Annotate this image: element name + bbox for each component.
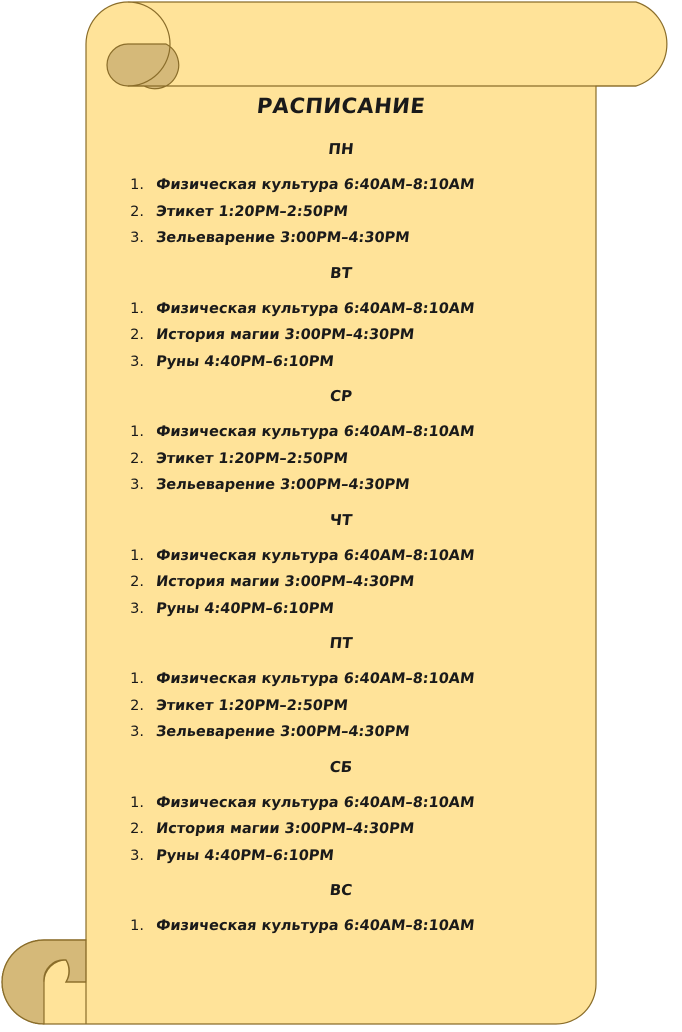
lesson-text: Зельеварение 3:00PM–4:30PM: [155, 477, 411, 493]
day-name: ПН: [327, 140, 355, 158]
lesson-text: Этикет 1:20PM–2:50PM: [155, 450, 349, 467]
lesson-number: 1.: [130, 424, 144, 440]
day-section-2: [96, 262, 586, 376]
lesson-text: История магии 3:00PM–4:30PM: [155, 574, 415, 590]
day-section-5: [96, 632, 586, 746]
day-section-3: [96, 385, 586, 499]
lesson-number: 2.: [130, 203, 144, 220]
lesson-item: [96, 790, 586, 817]
lesson-item: [96, 913, 586, 940]
day-name: СР: [329, 387, 353, 405]
lesson-number: 2.: [130, 697, 144, 714]
day-section-6: [96, 756, 586, 870]
lesson-text: История магии 3:00PM–4:30PM: [155, 327, 415, 343]
scroll-top-curl: [107, 44, 179, 89]
lesson-number: 3.: [130, 477, 144, 493]
lesson-list: [96, 172, 586, 252]
lesson-item: [96, 596, 586, 623]
lesson-text: Этикет 1:20PM–2:50PM: [155, 203, 349, 220]
lesson-text: Зельеварение 3:00PM–4:30PM: [155, 724, 411, 740]
lesson-number: 1.: [130, 547, 144, 564]
lesson-text: История магии 3:00PM–4:30PM: [155, 821, 415, 837]
lesson-item: [96, 199, 586, 226]
day-name: СБ: [328, 757, 354, 776]
lesson-number: 3.: [130, 600, 144, 617]
lesson-number: 2.: [130, 327, 144, 343]
lesson-item: [96, 569, 586, 596]
day-name: ПТ: [328, 634, 354, 652]
lesson-item: [96, 543, 586, 570]
lesson-text: Физическая культура 6:40AM–8:10AM: [155, 547, 476, 564]
days-list: [96, 138, 586, 940]
lesson-number: 1.: [130, 300, 144, 317]
lesson-number: 2.: [130, 821, 144, 837]
day-name: ВС: [328, 881, 354, 899]
lesson-text: Руны 4:40PM–6:10PM: [155, 353, 335, 370]
day-section-4: [96, 509, 586, 623]
lesson-number: 1.: [130, 177, 144, 193]
lesson-list: [96, 296, 586, 376]
lesson-number: 1.: [130, 671, 144, 687]
lesson-number: 3.: [130, 847, 144, 864]
lesson-text: Физическая культура 6:40AM–8:10AM: [155, 671, 476, 687]
lesson-text: Зельеварение 3:00PM–4:30PM: [155, 230, 411, 246]
lesson-item: [96, 693, 586, 720]
lesson-number: 1.: [130, 794, 144, 811]
schedule: [96, 92, 586, 950]
lesson-text: Физическая культура 6:40AM–8:10AM: [155, 794, 476, 811]
lesson-item: [96, 446, 586, 473]
lesson-number: 3.: [130, 724, 144, 740]
lesson-item: [96, 666, 586, 693]
day-section-1: [96, 138, 586, 252]
lesson-text: Физическая культура 6:40AM–8:10AM: [155, 424, 476, 440]
lesson-item: [96, 172, 586, 199]
lesson-number: 1.: [130, 918, 144, 934]
day-section-7: [96, 879, 586, 940]
lesson-text: Физическая культура 6:40AM–8:10AM: [155, 177, 476, 193]
lesson-number: 2.: [130, 450, 144, 467]
lesson-item: [96, 349, 586, 376]
day-name: ЧТ: [328, 510, 354, 529]
lesson-item: [96, 843, 586, 870]
lesson-number: 2.: [130, 574, 144, 590]
lesson-text: Руны 4:40PM–6:10PM: [155, 847, 335, 864]
lesson-item: [96, 816, 586, 843]
lesson-list: [96, 543, 586, 623]
lesson-text: Физическая культура 6:40AM–8:10AM: [155, 918, 476, 934]
lesson-text: Руны 4:40PM–6:10PM: [155, 600, 335, 617]
lesson-list: [96, 913, 586, 940]
lesson-item: [96, 322, 586, 349]
lesson-number: 3.: [130, 230, 144, 246]
day-name: ВТ: [329, 263, 353, 282]
lesson-item: [96, 225, 586, 252]
lesson-list: [96, 419, 586, 499]
lesson-text: Физическая культура 6:40AM–8:10AM: [155, 300, 476, 317]
lesson-item: [96, 419, 586, 446]
lesson-list: [96, 790, 586, 870]
lesson-list: [96, 666, 586, 746]
lesson-item: [96, 472, 586, 499]
lesson-item: [96, 296, 586, 323]
lesson-text: Этикет 1:20PM–2:50PM: [155, 697, 349, 714]
lesson-number: 3.: [130, 353, 144, 370]
lesson-item: [96, 719, 586, 746]
page-title: РАСПИСАНИЕ: [255, 94, 427, 118]
